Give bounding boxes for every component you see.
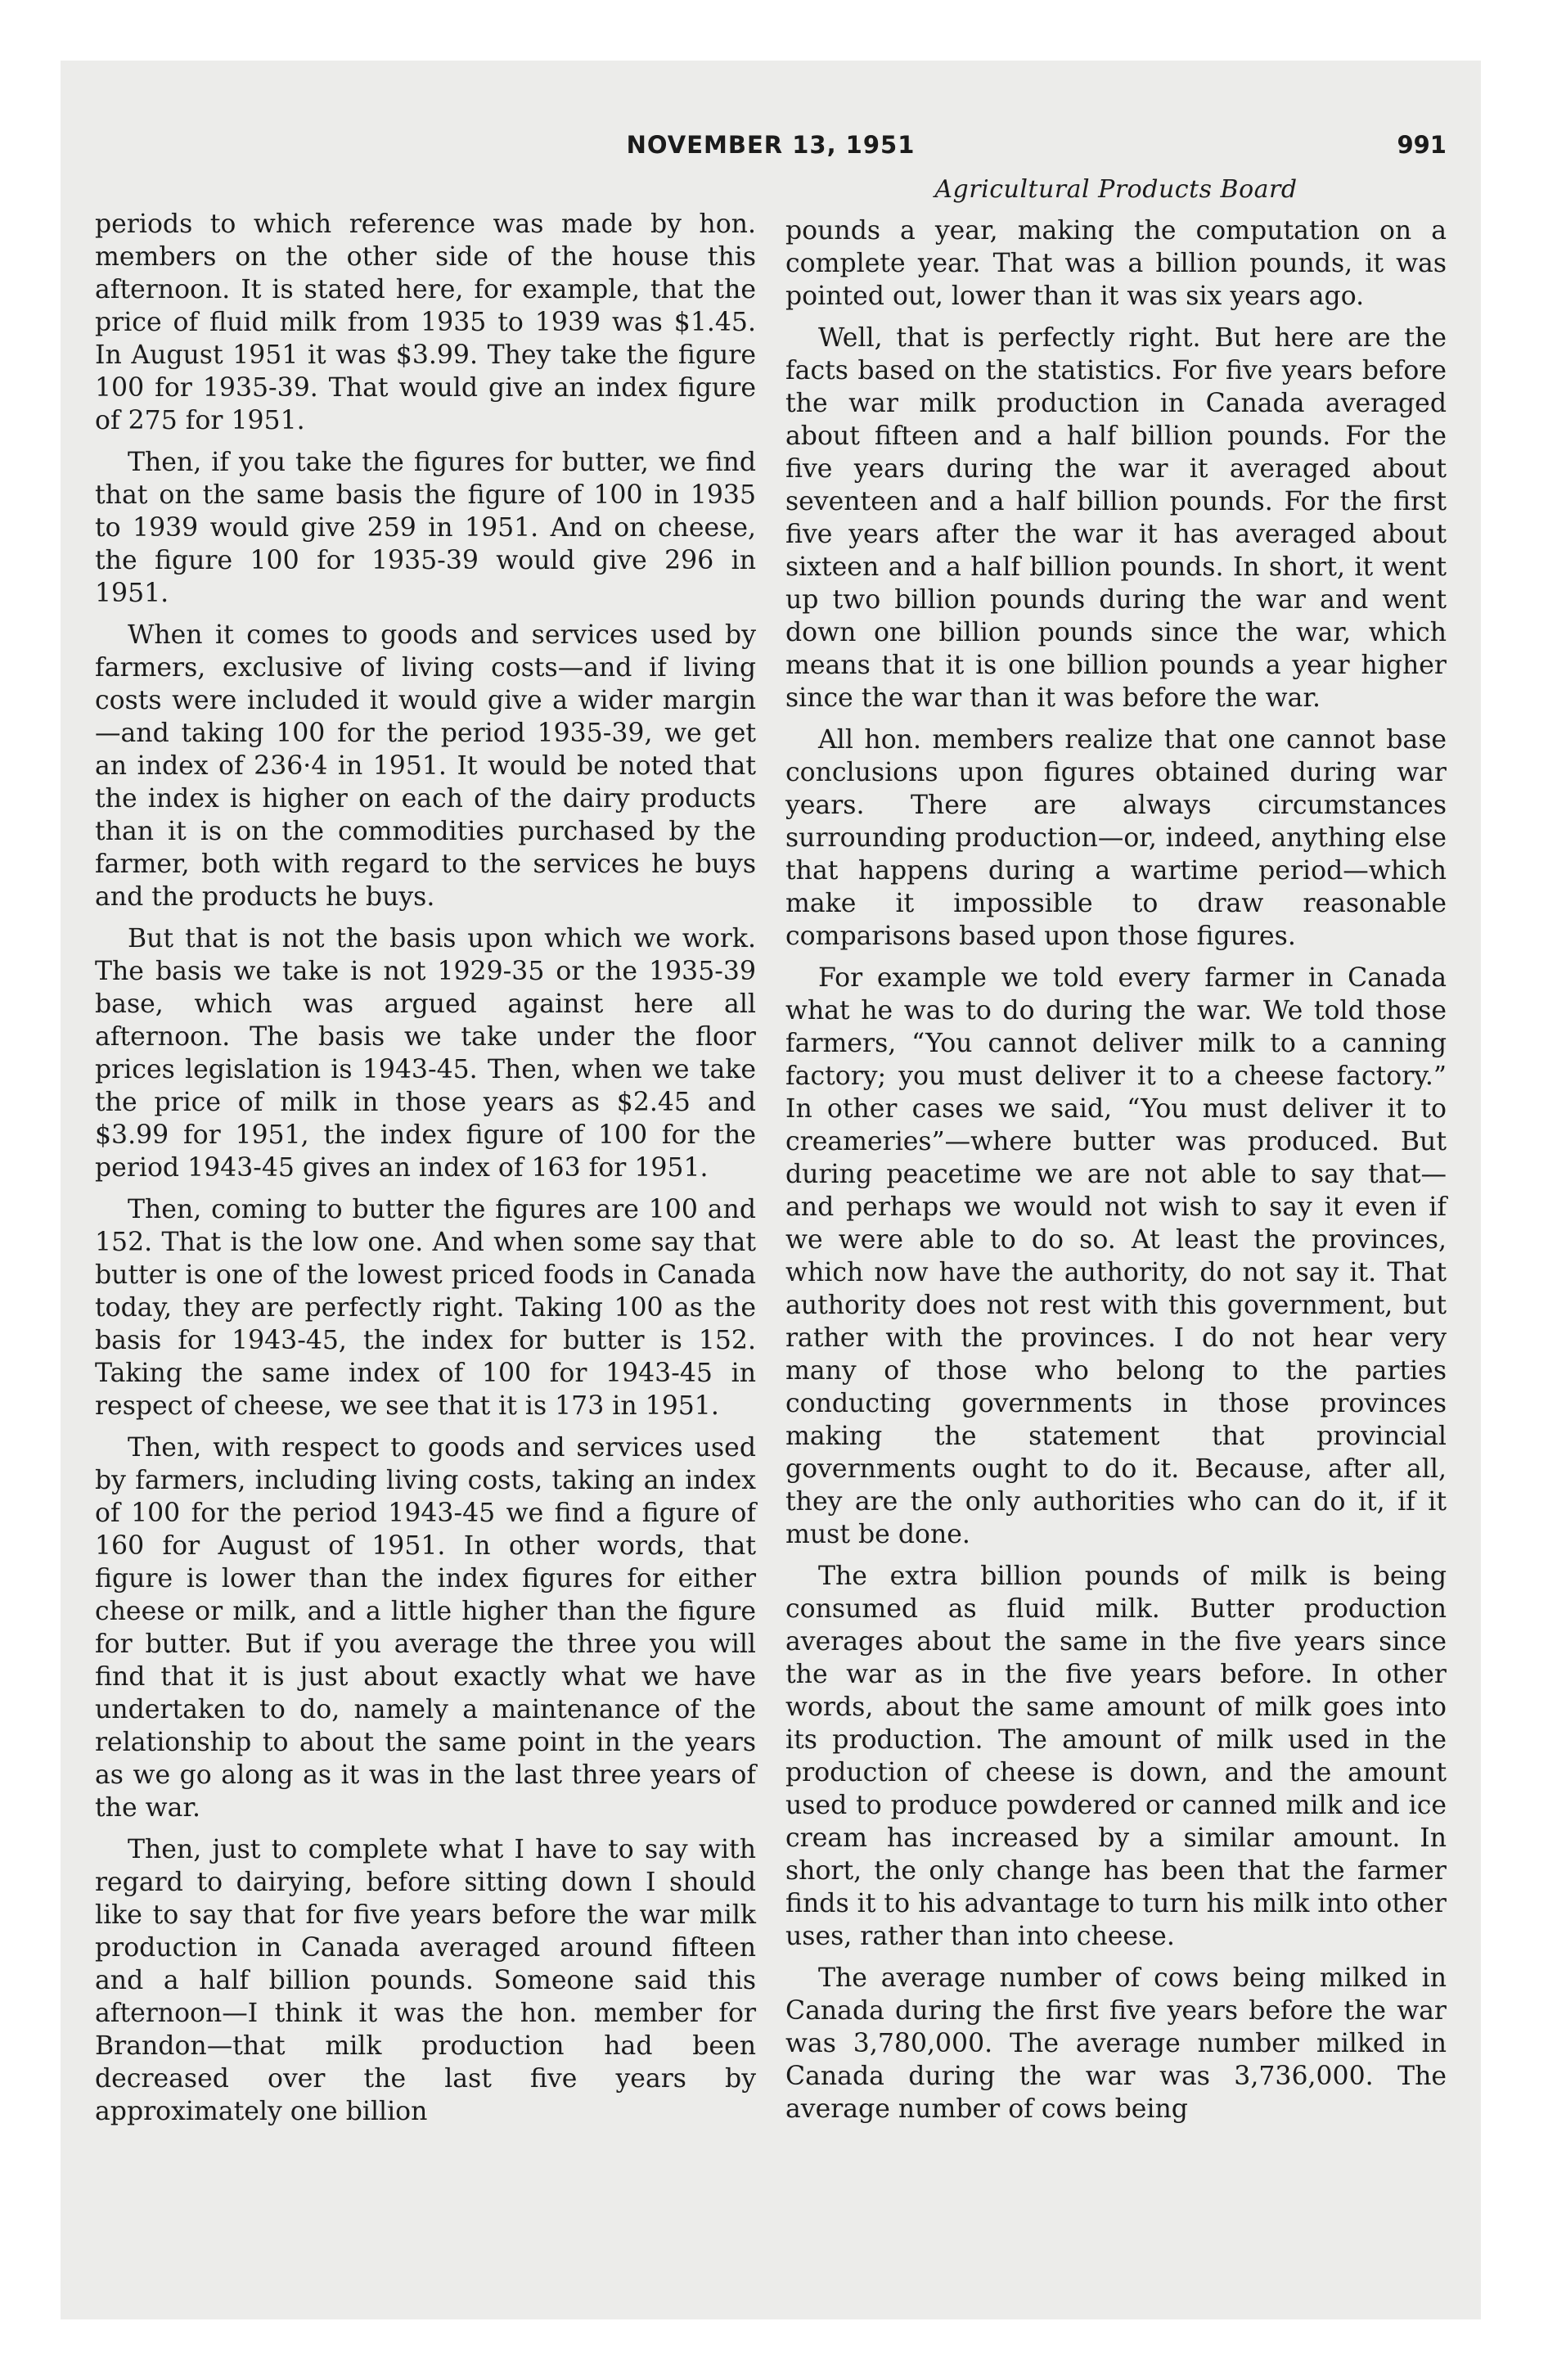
section-subhead: Agricultural Products Board xyxy=(934,175,1298,204)
paragraph: When it comes to goods and services used by farmers, exclusive of living costs—and if living costs were included it would give a wider margin—and taking 100 for the period 1935-39, we get an index of 236·4 in 1951. It would be noted that the index is higher on each of the dairy products than it is on the commodities purchased by the farmer, both with regard to the services he buys and the products he buys. xyxy=(95,620,756,912)
paragraph: Well, that is perfectly right. But here are the facts based on the statistics. For five years before the war milk production in Canada averaged about fifteen and a half billion pounds. For the five years during the war it averaged about seventeen and a half billion pounds. For the first five years after the war it has averaged about sixteen and a half billion pounds. In short, it went up two billion pounds during the war and went down one billion pounds since the war, which means that it is one billion pounds a year higher since the war than it was before the war. xyxy=(785,323,1447,713)
paragraph: All hon. members realize that one cannot base conclusions upon figures obtained during war years. There are always circumstances surrounding production—or, indeed, anything else that happens during a wartime period—which make it impossible to draw reasonable comparisons based upon those figures. xyxy=(785,725,1447,951)
paragraph: Then, coming to butter the figures are 100 and 152. That is the low one. And when some say that butter is one of the lowest priced foods in Canada today, they are perfectly right. Taking 100 as the basis for 1943-45, the index for butter is 152. Taking the same index of 100 for 1943-45 in respect of cheese, we see that it is 173 in 1951. xyxy=(95,1195,756,1421)
left-column xyxy=(95,208,756,2137)
right-column xyxy=(785,214,1447,2134)
page-number: 991 xyxy=(1397,131,1447,159)
paragraph: The extra billion pounds of milk is being consumed as fluid milk. Butter production averages about the same in the five years since the war as in the five years before. In other words, about the same amount of milk goes into its production. The amount of milk used in the production of cheese is down, and the amount used to produce powdered or canned milk and ice cream has increased by a similar amount. In short, the only change has been that the farmer finds it to his advantage to turn his milk into other uses, rather than into cheese. xyxy=(785,1562,1447,1951)
paragraph: pounds a year, making the computation on a complete year. That was a billion pounds, it was pointed out, lower than it was six years ago. xyxy=(785,216,1447,311)
paragraph: Then, if you take the figures for butter, we find that on the same basis the figure of 100 in 1935 to 1939 would give 259 in 1951. And on cheese, the figure 100 for 1935-39 would give 296 in 1951. xyxy=(95,448,756,608)
paragraph: Then, with respect to goods and services used by farmers, including living costs, taking an index of 100 for the period 1943-45 we find a figure of 160 for August of 1951. In other words, that figure is lower than the index figures for either cheese or milk, and a little higher than the figure for butter. But if you average the three you will find that it is just about exactly what we have undertaken to do, namely a maintenance of the relationship to about the same point in the years as we go along as it was in the last three years of the war. xyxy=(95,1433,756,1823)
document-page xyxy=(61,61,1481,2319)
paragraph: periods to which reference was made by hon. members on the other side of the house this afternoon. It is stated here, for example, that the price of fluid milk from 1935 to 1939 was $1.45. In August 1951 it was $3.99. They take the figure 100 for 1935-39. That would give an index figure of 275 for 1951. xyxy=(95,210,756,435)
paragraph: For example we told every farmer in Canada what he was to do during the war. We told those farmers, “You cannot deliver milk to a canning factory; you must deliver it to a cheese factory.” In other cases we said, “You must deliver it to creameries”—where butter was produced. But during peacetime we are not able to say that—and perhaps we would not wish to say it even if we were able to do so. At least the provinces, which now have the authority, do not say it. That authority does not rest with this government, but rather with the provinces. I do not hear very many of those who belong to the parties conducting governments in those provinces making the statement that provincial governments ought to do it. Because, after all, they are the only authorities who can do it, if it must be done. xyxy=(785,963,1447,1549)
paragraph: Then, just to complete what I have to say with regard to dairying, before sitting down I should like to say that for five years before the war milk production in Canada averaged around fifteen and a half billion pounds. Someone said this afternoon—I think it was the hon. member for Brandon—that milk production had been decreased over the last five years by approximately one billion xyxy=(95,1835,756,2126)
paragraph: The average number of cows being milked in Canada during the first five years before the war was 3,780,000. The average number milked in Canada during the war was 3,736,000. The average number of cows being xyxy=(785,1963,1447,2124)
paragraph: But that is not the basis upon which we work. The basis we take is not 1929-35 or the 1935-39 base, which was argued against here all afternoon. The basis we take under the floor prices legislation is 1943-45. Then, when we take the price of milk in those years as $2.45 and $3.99 for 1951, the index figure of 100 for the period 1943-45 gives an index of 163 for 1951. xyxy=(95,924,756,1183)
page-header xyxy=(61,131,1481,172)
header-date: NOVEMBER 13, 1951 xyxy=(626,131,916,159)
